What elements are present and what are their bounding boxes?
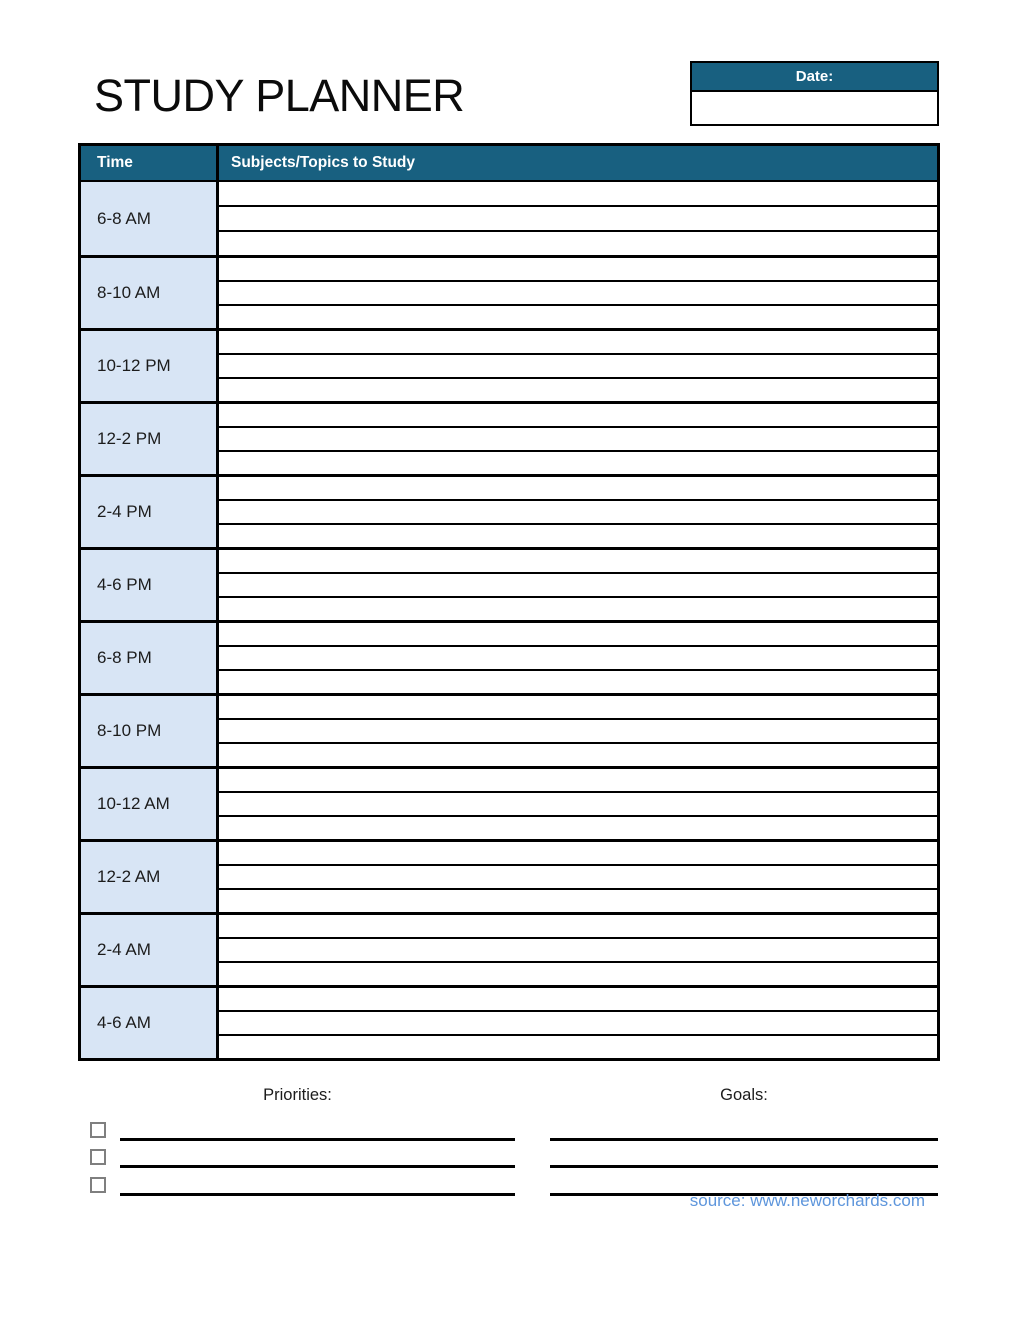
subject-rows (219, 769, 937, 839)
time-slot-label: 6-8 PM (81, 623, 219, 693)
subject-rows (219, 696, 937, 766)
priority-checkbox[interactable] (90, 1149, 106, 1165)
priority-row (90, 1113, 515, 1141)
subject-cell[interactable] (219, 377, 937, 401)
time-slot-label: 8-10 AM (81, 258, 219, 328)
time-slot-block (81, 985, 937, 1058)
time-slot-label: 4-6 PM (81, 550, 219, 620)
subject-cell[interactable] (219, 623, 937, 645)
goals-title: Goals: (720, 1086, 768, 1104)
planner-table (78, 143, 940, 1061)
subject-rows (219, 842, 937, 912)
time-slot-label: 8-10 PM (81, 696, 219, 766)
subject-cell[interactable] (219, 988, 937, 1010)
source-credit-link[interactable]: source: www.neworchards.com (689, 1191, 925, 1210)
subject-cell[interactable] (219, 499, 937, 523)
priority-line[interactable] (120, 1168, 515, 1196)
priority-line[interactable] (120, 1141, 515, 1169)
subject-cell[interactable] (219, 669, 937, 693)
time-slot-label: 6-8 AM (81, 182, 219, 255)
time-slot-block (81, 839, 937, 912)
subject-cell[interactable] (219, 182, 937, 205)
subject-rows (219, 258, 937, 328)
subject-cell[interactable] (219, 426, 937, 450)
subject-cell[interactable] (219, 550, 937, 572)
column-header-time: Time (81, 146, 219, 180)
subject-cell[interactable] (219, 961, 937, 985)
subject-cell[interactable] (219, 258, 937, 280)
subject-cell[interactable] (219, 696, 937, 718)
subject-rows (219, 550, 937, 620)
subject-cell[interactable] (219, 477, 937, 499)
subject-rows (219, 623, 937, 693)
subject-cell[interactable] (219, 523, 937, 547)
time-slot-label: 10-12 AM (81, 769, 219, 839)
subject-cell[interactable] (219, 304, 937, 328)
subject-cell[interactable] (219, 815, 937, 839)
priority-row (90, 1168, 515, 1196)
time-slot-block (81, 693, 937, 766)
subject-cell[interactable] (219, 842, 937, 864)
subject-cell[interactable] (219, 205, 937, 230)
subject-rows (219, 331, 937, 401)
subject-cell[interactable] (219, 331, 937, 353)
date-box (690, 61, 939, 126)
time-slot-label: 12-2 PM (81, 404, 219, 474)
time-slot-block (81, 328, 937, 401)
subject-rows (219, 404, 937, 474)
subject-cell[interactable] (219, 1034, 937, 1058)
time-slot-block (81, 620, 937, 693)
subject-cell[interactable] (219, 596, 937, 620)
date-value-box[interactable] (692, 92, 937, 124)
subject-cell[interactable] (219, 1010, 937, 1034)
priorities-title: Priorities: (263, 1086, 332, 1104)
subject-cell[interactable] (219, 864, 937, 888)
time-slot-label: 10-12 PM (81, 331, 219, 401)
subject-cell[interactable] (219, 791, 937, 815)
subject-cell[interactable] (219, 280, 937, 304)
subject-rows (219, 477, 937, 547)
date-label: Date: (692, 63, 937, 92)
goals-rows (550, 1113, 938, 1196)
goals-section (550, 1086, 938, 1196)
subject-cell[interactable] (219, 718, 937, 742)
time-slot-block (81, 474, 937, 547)
subject-rows (219, 988, 937, 1058)
time-slot-block (81, 182, 937, 255)
priority-checkbox[interactable] (90, 1122, 106, 1138)
time-slot-block (81, 401, 937, 474)
priorities-rows (90, 1113, 515, 1196)
priorities-section (90, 1086, 515, 1196)
subject-cell[interactable] (219, 888, 937, 912)
table-body (81, 182, 937, 1058)
time-slot-block (81, 766, 937, 839)
time-slot-label: 2-4 AM (81, 915, 219, 985)
subject-cell[interactable] (219, 230, 937, 255)
subject-cell[interactable] (219, 915, 937, 937)
subject-cell[interactable] (219, 450, 937, 474)
subject-rows (219, 915, 937, 985)
time-slot-block (81, 547, 937, 620)
goal-line[interactable] (550, 1113, 938, 1141)
subject-cell[interactable] (219, 572, 937, 596)
column-header-subjects: Subjects/Topics to Study (231, 154, 416, 171)
subject-cell[interactable] (219, 645, 937, 669)
goal-line[interactable] (550, 1141, 938, 1169)
page-title: STUDY PLANNER (94, 70, 465, 121)
priority-line[interactable] (120, 1113, 515, 1141)
time-slot-label: 2-4 PM (81, 477, 219, 547)
priority-row (90, 1141, 515, 1169)
subject-cell[interactable] (219, 742, 937, 766)
table-header-row (81, 146, 937, 182)
subject-cell[interactable] (219, 937, 937, 961)
time-slot-block (81, 255, 937, 328)
time-slot-label: 4-6 AM (81, 988, 219, 1058)
subject-cell[interactable] (219, 769, 937, 791)
time-slot-block (81, 912, 937, 985)
priority-checkbox[interactable] (90, 1177, 106, 1193)
time-slot-label: 12-2 AM (81, 842, 219, 912)
subject-rows (219, 182, 937, 255)
subject-cell[interactable] (219, 404, 937, 426)
subject-cell[interactable] (219, 353, 937, 377)
